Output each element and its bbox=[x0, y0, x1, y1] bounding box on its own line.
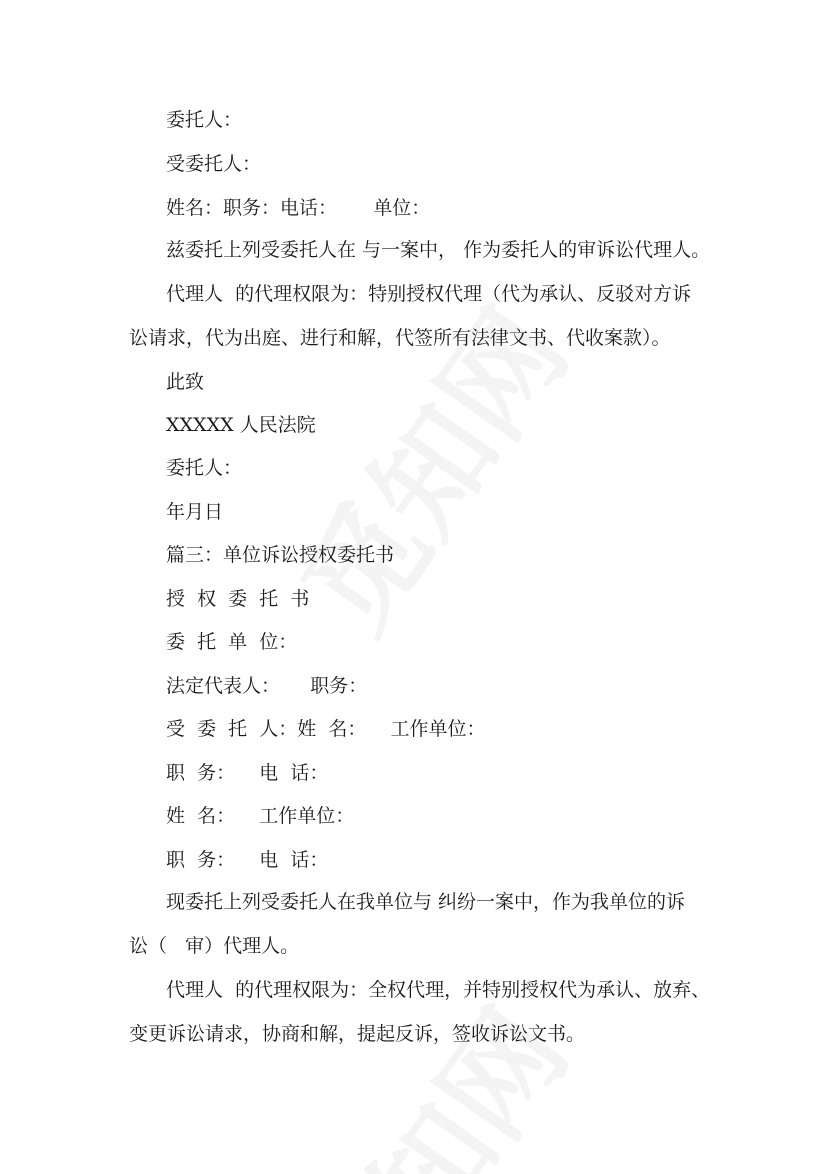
section-heading: 篇三：单位诉讼授权委托书 bbox=[166, 544, 395, 566]
line-salutation: 此致 bbox=[166, 371, 205, 393]
line-court: XXXXX 人民法院 bbox=[166, 414, 316, 436]
line-entrust-statement: 兹委托上列受委托人在 与一案中， 作为委托人的审诉讼代理人。 bbox=[166, 239, 711, 261]
document-title: 授 权 委 托 书 bbox=[166, 588, 310, 610]
line-agent-info: 姓名：职务：电话： 单位： bbox=[166, 197, 431, 219]
line-agent-position-1: 职 务： 电 话： bbox=[166, 762, 329, 784]
line-entrusting-unit: 委 托 单 位： bbox=[166, 631, 298, 653]
line-unit-entrust-statement-2: 讼（ 审）代理人。 bbox=[129, 935, 300, 957]
line-unit-entrust-statement-1: 现委托上列受委托人在我单位与 纠纷一案中，作为我单位的诉 bbox=[166, 891, 686, 913]
line-authority-1: 代理人 的代理权限为：特别授权代理（代为承认、反驳对方诉 bbox=[166, 283, 692, 305]
line-authority-2: 讼请求，代为出庭、进行和解，代签所有法律文书、代收案款）。 bbox=[129, 327, 671, 349]
line-date: 年月日 bbox=[166, 501, 224, 523]
line-agent-position-2: 职 务： 电 话： bbox=[166, 849, 329, 871]
line-principal-sign: 委托人： bbox=[166, 457, 243, 479]
line-unit-authority-1: 代理人 的代理权限为：全权代理，并特别授权代为承认、放弃、 bbox=[166, 979, 711, 1001]
line-legal-representative: 法定代表人： 职务： bbox=[166, 675, 368, 697]
line-agent-name-2: 姓 名： 工作单位： bbox=[166, 805, 355, 827]
line-agent-name-1: 受 委 托 人：姓 名： 工作单位： bbox=[166, 718, 486, 740]
line-principal: 委托人： bbox=[166, 109, 243, 131]
line-agent: 受委托人： bbox=[166, 153, 262, 175]
line-unit-authority-2: 变更诉讼请求，协商和解，提起反诉，签收诉讼文书。 bbox=[129, 1023, 586, 1045]
